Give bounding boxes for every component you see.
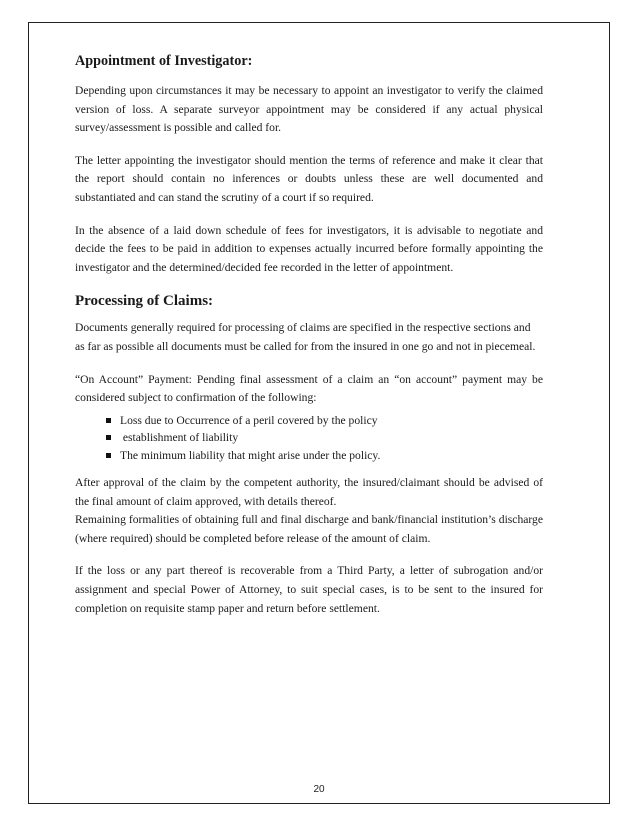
document-body — [75, 52, 543, 632]
list-item — [106, 412, 543, 429]
paragraph-third-party-recovery: If the loss or any part thereof is recoverable from a Third Party, a letter of subrogation and/or assignment and special Power of Attorney, to suit special cases, is to be sent to the insured for completion on requisite stamp paper and return before settlement. — [75, 564, 543, 615]
paragraph-remaining-formalities: Remaining formalities of obtaining full and final discharge and bank/financial institution’s discharge (where required) should be completed before release of the amount of claim. — [75, 513, 543, 545]
paragraph-appointment-letter: The letter appointing the investigator should mention the terms of reference and make it clear that the report should contain no inferences or doubts unless these are well documented and substantiated and can stand the scrutiny of a court if so required. — [75, 153, 543, 204]
paragraph-claim-approval: After approval of the claim by the competent authority, the insured/claimant should be advised of the final amount of claim approved, with details thereof. — [75, 475, 543, 508]
heading-appointment-of-investigator: Appointment of Investigator: — [75, 53, 253, 69]
page-number: 20 — [313, 784, 325, 795]
paragraph-investigator-fees: In the absence of a laid down schedule of fees for investigators, it is advisable to negotiate and decide the fees to be paid in addition to expenses actually incurred before formally appointing the investigator and the determined/decided fee recorded in the letter of appointment. — [75, 223, 543, 274]
square-bullet-icon — [106, 418, 111, 423]
heading-processing-of-claims: Processing of Claims: — [75, 293, 214, 310]
list-item-text: Loss due to Occurrence of a peril covered by the policy — [120, 413, 378, 427]
paragraph-on-account-payment: “On Account” Payment: Pending final assessment of a claim an “on account” payment may be considered subject to confirmation of the following: — [75, 372, 543, 405]
paragraph-investigator-necessity: Depending upon circumstances it may be necessary to appoint an investigator to verify the claimed version of loss. A separate surveyor appointment may be considered if any actual physical survey/assessment is possible and called for. — [75, 84, 543, 135]
square-bullet-icon — [106, 453, 111, 458]
paragraph-documents-required: Documents generally required for processing of claims are specified in the respective sections and as far as possible all documents must be called for from the insured in one go and not in piecemeal. — [75, 321, 536, 353]
list-item — [106, 429, 543, 446]
conditions-list — [75, 412, 543, 464]
square-bullet-icon — [106, 435, 111, 440]
list-item-text: The minimum liability that might arise under the policy. — [120, 448, 381, 462]
list-item — [106, 447, 543, 464]
list-item-text: establishment of liability — [120, 431, 239, 445]
